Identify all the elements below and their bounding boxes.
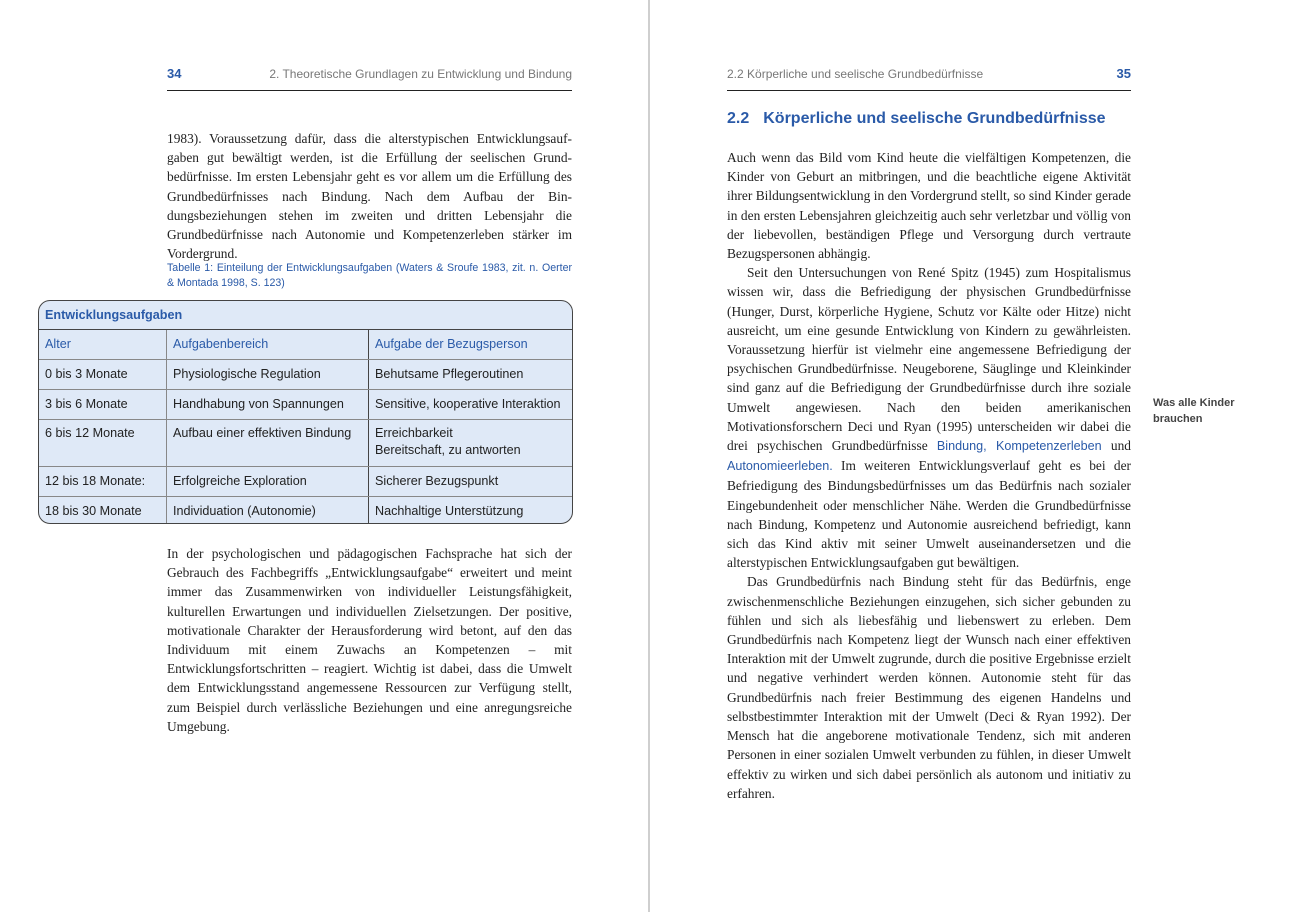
table-cell: 18 bis 30 Monate <box>39 497 167 524</box>
margin-note: Was alle Kinder brauchen <box>1153 397 1235 425</box>
right-page-header <box>727 64 1131 91</box>
section-number: 2.2 <box>727 110 750 127</box>
text-run: Im weiteren Entwicklungsverlauf geht es bei der Befriedigung des Bindungsbedürfnisses um das Bedürfnis nach sozialer Eingebundenheit oder menschlicher Nähe. Werden die Grundbedürfnisse nach Bindung, Kompetenz und Autonomie ausreichend befriedigt, kann sich das Kind aktiv mit seiner Umwelt auseinandersetzen und die alterstypischen Entwicklungsaufgaben gut bewältigen. <box>727 458 1131 571</box>
highlighted-term: Bindung, Kompetenzerleben <box>936 439 1102 454</box>
table-cell: Sensitive, kooperative Interaktion <box>375 397 561 411</box>
table-row <box>39 360 572 390</box>
table-cell: Nachhaltige Unterstützung <box>375 504 524 518</box>
development-tasks-table <box>38 300 573 524</box>
paragraph-text: In der psychologischen und pädagogischen Fachsprache hat sich der Gebrauch des Fachbegriffs „Entwicklungsaufgabe“ erweitert und meint immer das Zusammenwirken von individueller Leistungsfähigkeit, kulturellen Erwartungen und individuellen Zielsetzungen. Der positive, motivationale Charakter der Herausforderung wird betont, auf den das Individuum mit einem Zuwachs an Kompetenzen – mit Entwicklungsfortschritten – reagiert. Wichtig ist dabei, dass die Umwelt dem Entwicklungsstand angemessene Ressourcen zur Verfügung stellt, zum Beispiel durch verlässliche Beziehungen und eine anregungsreiche Umgebung. <box>167 546 572 734</box>
table-cell: 3 bis 6 Monate <box>39 390 167 419</box>
table-header-row <box>39 330 572 360</box>
left-page-header <box>167 64 572 91</box>
body-paragraph <box>167 544 572 736</box>
body-paragraph <box>167 129 572 263</box>
table-cell: Physiologische Regulation <box>167 360 369 389</box>
table-cell: Aufbau einer effektiven Bindung <box>167 420 369 466</box>
running-title: 2. Theoretische Grundlagen zu Entwicklung und Bindung <box>269 67 572 81</box>
table-cell: Erfolgreiche Exploration <box>167 467 369 496</box>
section-heading <box>727 110 1106 128</box>
table-cell: Handhabung von Spannungen <box>167 390 369 419</box>
paragraph-text <box>727 263 1131 572</box>
table-cell: Behutsame Pflegeroutinen <box>375 367 524 381</box>
table-row <box>39 467 572 497</box>
table-title: Entwicklungsaufgaben <box>39 301 572 330</box>
highlighted-term: Autonomieerleben. <box>727 459 833 474</box>
table-caption: Tabelle 1: Einteilung der Entwicklungsaufgaben (Waters & Sroufe 1983, zit. n. Oerter & Montada 1998, S. 123) <box>167 262 572 289</box>
column-header: Alter <box>39 330 167 359</box>
page-number: 35 <box>1116 66 1131 81</box>
text-run: Seit den Untersuchungen von René Spitz (1945) zum Hospitalismus wissen wir, dass die Befriedigung der physischen Grundbedürfnisse (Hunger, Durst, körperliche Hygiene, Schutz vor Kälte oder Hitze) nicht ausreicht, um eine gesunde Entwicklung von Kindern zu gewährleisten. Voraussetzung hierfür ist vielmehr eine angemessene Befriedigung der psychischen Grundbedürfnisse. Neugeborene, Säuglinge und Kleinkinder sind ganz auf die Befriedigung der Grundbedürfnisse durch ihre soziale Umwelt angewiesen. Nach den beiden amerikanischen Motivationsforschern Deci und Ryan (1995) unterscheiden wir dabei die drei psychischen Grundbedürfnisse <box>727 265 1131 454</box>
paragraph-text: Auch wenn das Bild vom Kind heute die vielfältigen Kompetenzen, die Kinder von Geburt an mitbringen, und die beachtliche eigene Aktivität ihrer Bildungsentwicklung in den Vordergrund stellt, so sind Kinder gerade in den ersten Lebensjahren gleichzeitig auch sehr verletzbar und völlig von der liebevollen, beständigen Pflege und Versorgung durch vertraute Bezugspersonen abhängig. <box>727 150 1131 262</box>
table-cell: 12 bis 18 Monate: <box>39 467 167 496</box>
table-cell: Sicherer Bezugspunkt <box>375 474 499 488</box>
table-row <box>39 497 572 524</box>
table-row <box>39 390 572 420</box>
page-number: 34 <box>167 66 182 81</box>
table-cell-line: Bereitschaft, zu antworten <box>375 443 521 457</box>
table-row <box>39 420 572 467</box>
table-cell: 0 bis 3 Monate <box>39 360 167 389</box>
table-cell <box>369 420 572 466</box>
column-header: Aufgabenbereich <box>167 330 369 359</box>
body-text <box>727 148 1131 803</box>
right-page <box>650 0 1294 912</box>
paragraph-text: 1983). Voraussetzung dafür, dass die alterstypischen Entwicklungsaufgaben gut bewältigt werden, ist die Erfüllung der seelischen Grundbedürfnisse. Im ersten Lebensjahr geht es vor allem um die Erfüllung des Grundbedürfnisses nach Bindung. Nach dem Aufbau der Bindungsbeziehungen stehen im zweiten und dritten Lebensjahr die Grundbedürfnisse nach Autonomie und Kompetenzerleben stärker im Vordergrund. <box>167 131 572 262</box>
table-cell-line: Erreichbarkeit <box>375 426 453 440</box>
table-cell: 6 bis 12 Monate <box>39 420 167 466</box>
table-cell: Individuation (Autonomie) <box>167 497 369 524</box>
section-title: Körperliche und seelische Grundbedürfnisse <box>763 110 1106 127</box>
paragraph-text: Das Grundbedürfnis nach Bindung steht für das Bedürfnis, enge zwischenmenschliche Beziehungen einzugehen, sich sicher gebunden zu fühlen und sich als liebesfähig und liebenswert zu erleben. Dem Grundbedürfnis nach Kompetenz liegt der Wunsch nach einer effektiven Interaktion mit der Umwelt zugrunde, durch die positive Ergebnisse erzielt und negative verhindert werden können. Autonomie steht für das Grundbedürfnis nach freier Bestimmung des eigenen Handelns und selbstbestimmter Interaktion mit der Umwelt (Deci & Ryan 1992). Der Mensch hat die angeborene motivationale Tendenz, sich mit anderen Personen in einer sozialen Umwelt verbunden zu fühlen, in dieser Umwelt effektiv zu wirken und sich dabei persönlich als autonom und initiativ zu erfahren. <box>727 574 1131 801</box>
running-title: 2.2 Körperliche und seelische Grundbedürfnisse <box>727 67 984 81</box>
text-run: und <box>1101 438 1131 454</box>
column-header: Aufgabe der Bezugsperson <box>375 337 528 351</box>
